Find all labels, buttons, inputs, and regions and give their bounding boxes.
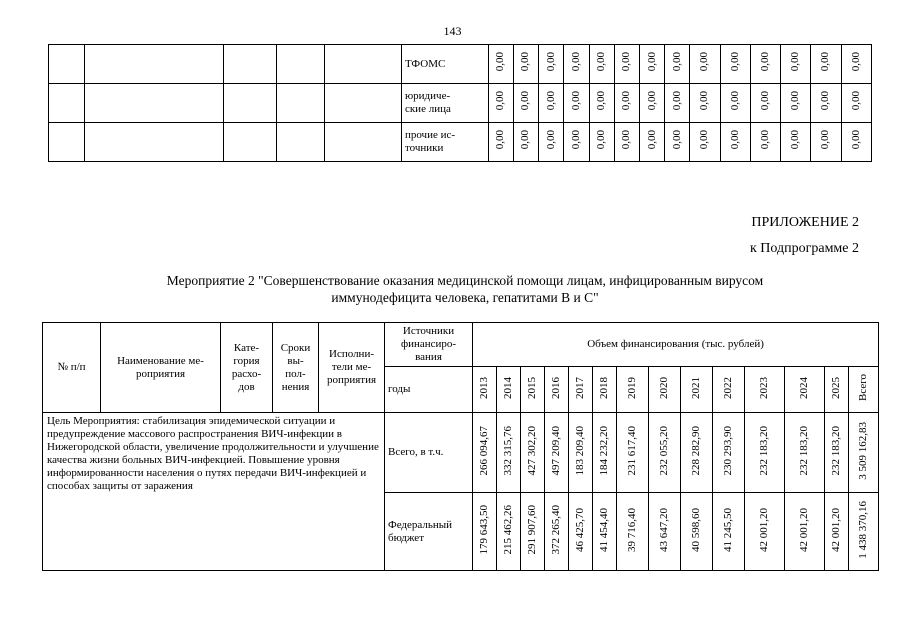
top-value: 0,00 (494, 52, 507, 72)
year-header-cell (649, 367, 681, 413)
value: 3 509 162,83 (857, 421, 870, 480)
header-sources (385, 323, 473, 367)
source-label: Всего, в т.ч. (388, 446, 444, 458)
year-header-cell (713, 367, 745, 413)
source-cell (385, 493, 473, 571)
value-cell (849, 493, 879, 571)
top-value-cell (614, 84, 639, 123)
top-value-cell (665, 123, 690, 162)
page-number: 143 (443, 24, 462, 38)
top-value-cell (811, 45, 841, 84)
top-table-row (49, 84, 872, 123)
value: 40 598,60 (690, 507, 702, 552)
header-years-label: годы (385, 367, 473, 413)
header-sources-text: Источники финансиро- вания (400, 325, 457, 363)
value: 184 232,20 (598, 425, 610, 476)
top-source-label: юридиче- ские лица (404, 90, 451, 115)
top-source-cell (401, 123, 488, 162)
year-header: 2015 (526, 376, 538, 399)
measure-title (120, 272, 810, 306)
top-value: 0,00 (519, 91, 532, 111)
year-header-cell (593, 367, 617, 413)
top-value: 0,00 (728, 91, 741, 111)
value: 232 183,20 (758, 425, 770, 476)
value-cell (617, 493, 649, 571)
top-value-cell (811, 123, 841, 162)
value-cell (681, 493, 713, 571)
top-table (48, 44, 872, 162)
top-value: 0,00 (544, 91, 557, 111)
top-value: 0,00 (698, 130, 711, 150)
top-value-cell (690, 84, 720, 123)
year-header: 2023 (758, 376, 770, 399)
value: 42 001,20 (758, 507, 770, 552)
value: 42 001,20 (830, 507, 842, 552)
top-value-cell (513, 123, 538, 162)
header-num: № п/п (43, 323, 101, 413)
top-value: 0,00 (494, 130, 507, 150)
value-cell (593, 493, 617, 571)
top-value-cell (539, 45, 564, 84)
top-value: 0,00 (728, 52, 741, 72)
top-value-cell (488, 45, 513, 84)
top-value-cell (513, 45, 538, 84)
top-value: 0,00 (595, 52, 608, 72)
top-value-cell (614, 123, 639, 162)
header-terms-text: Сроки вы- пол- нения (280, 341, 311, 393)
year-header-cell (569, 367, 593, 413)
top-value: 0,00 (789, 91, 802, 111)
value-cell (649, 413, 681, 493)
top-value: 0,00 (758, 130, 771, 150)
top-value-cell (564, 45, 589, 84)
top-value-cell (589, 123, 614, 162)
value: 179 643,50 (478, 504, 490, 555)
top-value-cell (720, 45, 750, 84)
value-cell (569, 413, 593, 493)
value: 228 282,90 (690, 425, 702, 476)
value-cell (649, 493, 681, 571)
top-value: 0,00 (519, 52, 532, 72)
top-value-cell (750, 84, 780, 123)
top-source-cell (401, 84, 488, 123)
top-value-cell (513, 84, 538, 123)
year-header: 2013 (478, 376, 490, 399)
top-value: 0,00 (728, 130, 741, 150)
year-header: 2019 (626, 376, 638, 399)
value: 39 716,40 (626, 507, 638, 552)
top-empty-cell (276, 84, 324, 123)
header-executors (319, 323, 385, 413)
year-header: 2025 (830, 376, 842, 399)
main-table (42, 322, 879, 571)
top-value-cell (781, 84, 811, 123)
top-value-cell (690, 123, 720, 162)
value-cell (785, 413, 825, 493)
goal-cell (43, 413, 385, 571)
top-empty-cell (49, 84, 85, 123)
top-empty-cell (85, 45, 224, 84)
top-value: 0,00 (819, 91, 832, 111)
top-empty-cell (325, 45, 402, 84)
value-cell (569, 493, 593, 571)
source-label: Федеральный бюджет (388, 518, 453, 544)
value: 372 265,40 (550, 504, 562, 555)
value-cell (745, 413, 785, 493)
top-value: 0,00 (645, 130, 658, 150)
year-header: Всего (857, 374, 870, 401)
value: 291 907,60 (526, 504, 538, 555)
top-value: 0,00 (519, 130, 532, 150)
year-header-cell (521, 367, 545, 413)
year-header-cell (681, 367, 713, 413)
top-value-cell (488, 84, 513, 123)
top-source-cell (401, 45, 488, 84)
value: 232 055,20 (658, 425, 670, 476)
top-value: 0,00 (494, 91, 507, 111)
top-value-cell (589, 45, 614, 84)
value-cell (497, 413, 521, 493)
top-value-cell (564, 123, 589, 162)
value: 183 209,40 (574, 425, 586, 476)
top-value: 0,00 (544, 52, 557, 72)
year-header-cell (497, 367, 521, 413)
value-cell (473, 493, 497, 571)
value-cell (545, 413, 569, 493)
appendix-line1: ПРИЛОЖЕНИЕ 2 (751, 215, 859, 230)
top-value: 0,00 (758, 52, 771, 72)
value: 1 438 370,16 (857, 500, 870, 559)
year-header: 2024 (798, 376, 810, 399)
year-header: 2017 (574, 376, 586, 399)
year-header-cell (745, 367, 785, 413)
header-name (101, 323, 221, 413)
top-value-cell (539, 84, 564, 123)
top-empty-cell (224, 45, 276, 84)
value-cell (681, 413, 713, 493)
top-empty-cell (276, 123, 324, 162)
header-volume: Объем финансирования (тыс. рублей) (473, 323, 879, 367)
top-value-cell (750, 123, 780, 162)
year-header: 2022 (722, 376, 734, 399)
header-terms (273, 323, 319, 413)
top-empty-cell (224, 84, 276, 123)
top-source-label: прочие ис- точники (404, 129, 456, 154)
value-cell (745, 493, 785, 571)
top-empty-cell (276, 45, 324, 84)
year-header: 2014 (502, 376, 514, 399)
top-table-row (49, 45, 872, 84)
top-value: 0,00 (569, 91, 582, 111)
top-empty-cell (85, 84, 224, 123)
value: 230 293,90 (722, 425, 734, 476)
header-category (221, 323, 273, 413)
top-value: 0,00 (849, 91, 862, 111)
top-value-cell (614, 45, 639, 84)
year-header-cell (849, 367, 879, 413)
top-value-cell (781, 45, 811, 84)
value-cell (545, 493, 569, 571)
top-value-cell (720, 84, 750, 123)
goal-text: Цель Мероприятия: стабилизация эпидемической ситуации и предупреждение массового распространения ВИЧ-инфекции в Нижегородской области, увеличение продолжительности и улучшение качества жизни больных ВИЧ-инфекцией. Повышение уровня информированности населения о путях передачи ВИЧ-инфекцией и способах защиты от заражения (47, 415, 379, 492)
year-header-cell (545, 367, 569, 413)
title-line2: иммунодефицита человека, гепатитами В и С" (331, 290, 599, 305)
top-value-cell (841, 84, 871, 123)
value: 427 302,20 (526, 425, 538, 476)
top-value: 0,00 (819, 130, 832, 150)
value-cell (785, 493, 825, 571)
year-header: 2018 (598, 376, 610, 399)
value: 46 425,70 (574, 507, 586, 552)
top-value-cell (639, 45, 664, 84)
top-value: 0,00 (758, 91, 771, 111)
header-name-text: Наименование ме- роприятия (117, 354, 204, 380)
top-empty-cell (325, 84, 402, 123)
top-value: 0,00 (620, 52, 633, 72)
header-category-text: Кате- гория расхо- дов (231, 341, 262, 393)
top-empty-cell (49, 45, 85, 84)
top-value-cell (811, 84, 841, 123)
value: 497 209,40 (550, 425, 562, 476)
top-empty-cell (85, 123, 224, 162)
top-value: 0,00 (789, 52, 802, 72)
top-value-cell (639, 123, 664, 162)
top-value: 0,00 (849, 130, 862, 150)
year-header: 2021 (690, 376, 702, 399)
value: 42 001,20 (798, 507, 810, 552)
top-value-cell (841, 123, 871, 162)
value-cell (713, 413, 745, 493)
top-value: 0,00 (569, 52, 582, 72)
appendix-line2: к Подпрограмме 2 (749, 241, 859, 256)
top-value: 0,00 (698, 91, 711, 111)
top-value-cell (690, 45, 720, 84)
top-value-cell (589, 84, 614, 123)
value: 43 647,20 (658, 507, 670, 552)
top-value: 0,00 (645, 52, 658, 72)
value: 41 454,40 (598, 507, 610, 552)
year-header: 2016 (550, 376, 562, 399)
top-value-cell (841, 45, 871, 84)
top-value-cell (639, 84, 664, 123)
top-empty-cell (49, 123, 85, 162)
year-header-cell (617, 367, 649, 413)
value: 232 183,20 (830, 425, 842, 476)
value-cell (521, 413, 545, 493)
top-value: 0,00 (544, 130, 557, 150)
top-value: 0,00 (670, 52, 683, 72)
value-cell (617, 413, 649, 493)
value-cell (825, 493, 849, 571)
value: 41 245,50 (722, 507, 734, 552)
value-cell (473, 413, 497, 493)
year-header-cell (825, 367, 849, 413)
year-header: 2020 (658, 376, 670, 399)
value-cell (593, 413, 617, 493)
top-value: 0,00 (849, 52, 862, 72)
value: 332 315,76 (502, 425, 514, 476)
top-value: 0,00 (595, 130, 608, 150)
top-value-cell (750, 45, 780, 84)
value: 266 094,67 (478, 425, 490, 476)
top-value-cell (665, 84, 690, 123)
value: 231 617,40 (626, 425, 638, 476)
top-value: 0,00 (670, 130, 683, 150)
top-value-cell (539, 123, 564, 162)
top-value-cell (720, 123, 750, 162)
year-header-cell (785, 367, 825, 413)
top-value-cell (665, 45, 690, 84)
value-cell (521, 493, 545, 571)
top-empty-cell (325, 123, 402, 162)
top-value-cell (564, 84, 589, 123)
header-executors-text: Исполни- тели ме- роприятия (326, 348, 377, 386)
value-cell (497, 493, 521, 571)
top-value: 0,00 (569, 130, 582, 150)
title-line1: Мероприятие 2 "Совершенствование оказания медицинской помощи лицам, инфицированным вирусом (166, 273, 764, 288)
top-table-row (49, 123, 872, 162)
year-header-cell (473, 367, 497, 413)
top-empty-cell (224, 123, 276, 162)
top-source-label: ТФОМС (404, 57, 446, 70)
value-cell (825, 413, 849, 493)
top-value: 0,00 (789, 130, 802, 150)
value-cell (849, 413, 879, 493)
top-value: 0,00 (819, 52, 832, 72)
top-value: 0,00 (620, 130, 633, 150)
appendix-heading (750, 210, 859, 262)
top-value: 0,00 (620, 91, 633, 111)
top-value: 0,00 (670, 91, 683, 111)
value: 232 183,20 (798, 425, 810, 476)
value: 215 462,26 (502, 504, 514, 555)
top-value: 0,00 (595, 91, 608, 111)
top-value: 0,00 (645, 91, 658, 111)
value-cell (713, 493, 745, 571)
top-value-cell (781, 123, 811, 162)
top-value-cell (488, 123, 513, 162)
source-cell (385, 413, 473, 493)
top-value: 0,00 (698, 52, 711, 72)
